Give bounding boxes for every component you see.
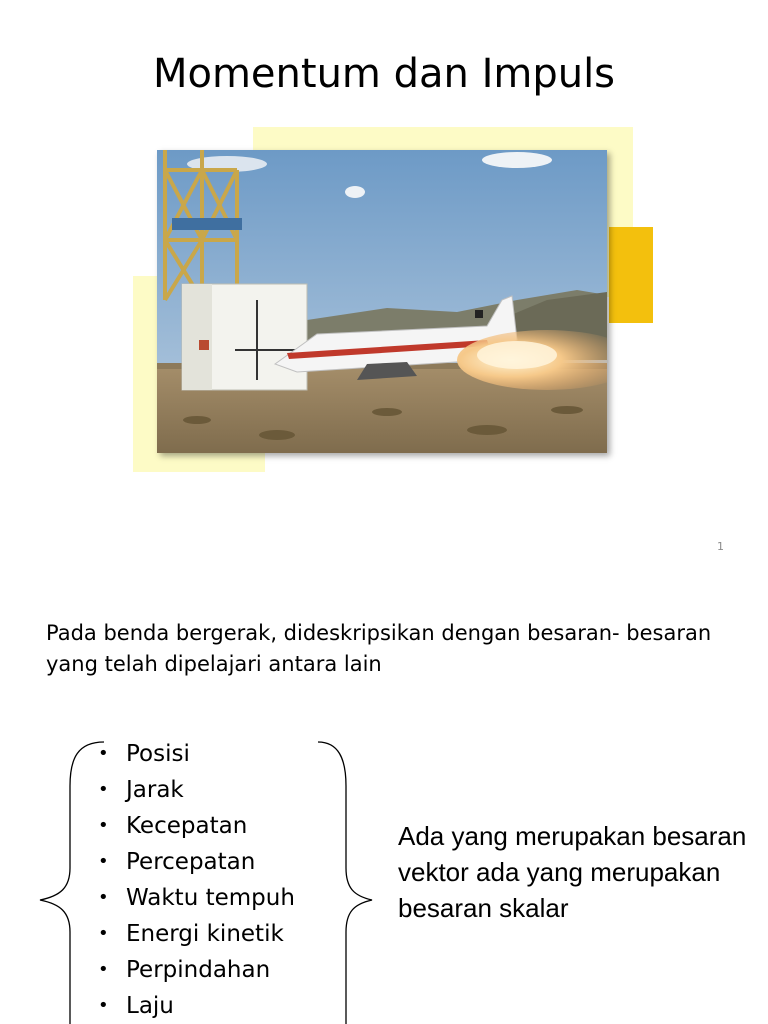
bullet-icon: • [98,743,109,764]
list-item: • Waktu tempuh [96,880,295,916]
list-item: • Jarak [96,772,295,808]
list-item: • Laju [96,988,295,1024]
bullet-icon: • [98,887,109,908]
bullet-icon: • [98,995,109,1016]
list-item: • Energi kinetik [96,916,295,952]
vector-scalar-note: Ada yang merupakan besaran vektor ada yang merupakan besaran skalar [398,821,747,923]
bullet-icon: • [98,815,109,836]
list-item: • Perpindahan [96,952,295,988]
slide-number: 1 [717,540,724,553]
decor-rect-gold [609,227,653,323]
list-item: • Posisi [96,736,295,772]
rocket-sled-jet-photo [157,150,607,453]
bullet-icon: • [98,779,109,800]
slide-title: Momentum dan Impuls [152,51,616,97]
bullet-icon: • [98,851,109,872]
bullet-icon: • [98,923,109,944]
quantity-list [96,736,295,1024]
bullet-icon: • [98,959,109,980]
list-item: • Percepatan [96,844,295,880]
list-item: • Kecepatan [96,808,295,844]
right-brace [316,740,376,1024]
intro-paragraph: Pada benda bergerak, dideskripsikan dengan besaran- besaran yang telah dipelajari antara lain [46,621,712,676]
